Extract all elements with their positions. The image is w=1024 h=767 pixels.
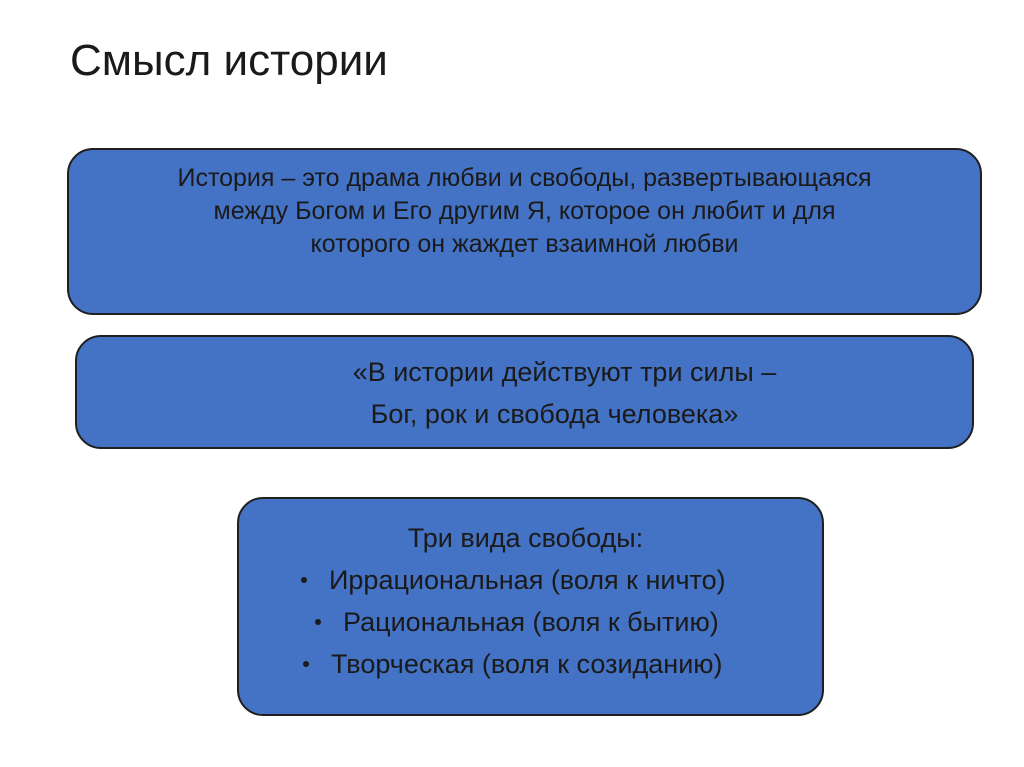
bullet-icon bbox=[315, 619, 321, 625]
freedom-types-box bbox=[237, 497, 824, 716]
bullet-icon bbox=[303, 661, 309, 667]
list-item bbox=[239, 601, 822, 643]
quote-box bbox=[75, 335, 974, 449]
definition-line-2: между Богом и Его другим Я, которое он любит и для bbox=[213, 197, 836, 225]
list-item bbox=[239, 643, 822, 685]
bullet-icon bbox=[301, 577, 307, 583]
definition-box bbox=[67, 148, 982, 315]
freedom-types-heading: Три вида свободы: bbox=[407, 523, 644, 553]
list-item bbox=[239, 559, 822, 601]
list-item-text: Творческая (воля к созиданию) bbox=[331, 649, 723, 679]
list-item-text: Рациональная (воля к бытию) bbox=[343, 607, 719, 637]
definition-line-1: История – это драма любви и свободы, развертывающаяся bbox=[177, 164, 872, 192]
definition-line-3: которого он жаждет взаимной любви bbox=[310, 230, 739, 258]
slide-title: Смысл истории bbox=[70, 36, 388, 85]
freedom-types-list bbox=[239, 559, 822, 685]
quote-line-2: Бог, рок и свобода человека» bbox=[370, 399, 739, 429]
list-item-text: Иррациональная (воля к ничто) bbox=[329, 565, 726, 595]
quote-line-1: «В истории действуют три силы – bbox=[352, 357, 777, 387]
